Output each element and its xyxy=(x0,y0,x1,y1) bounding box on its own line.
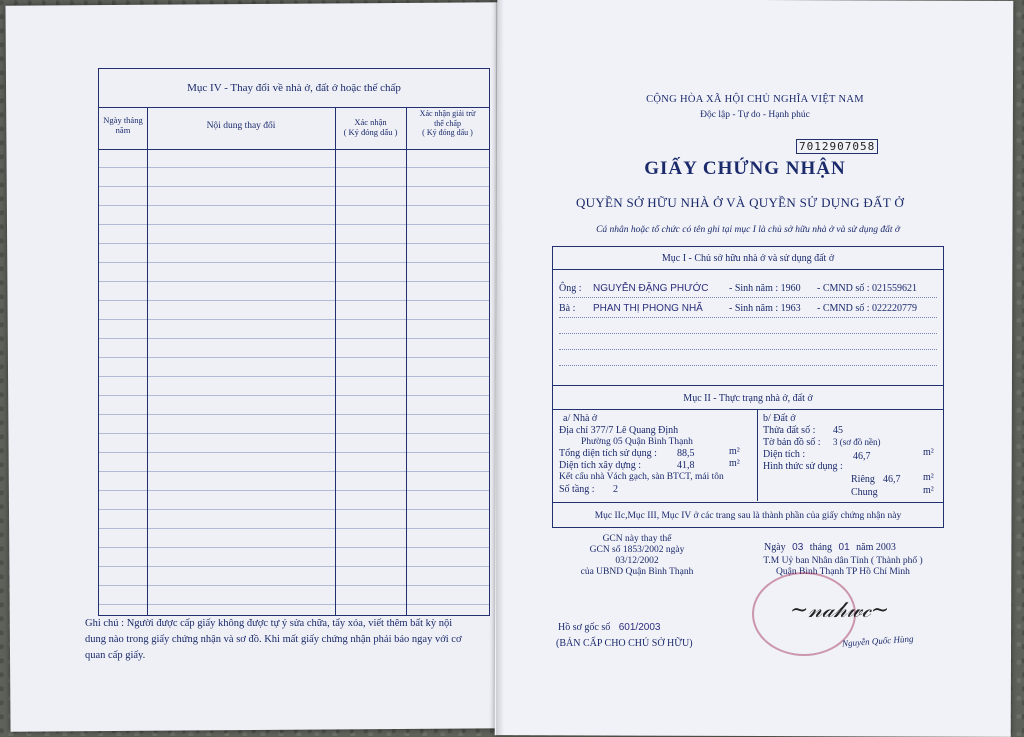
signature: ~𝓃𝒶𝒽𝓌𝒸~ xyxy=(790,598,890,623)
unit-m2: m² xyxy=(729,446,740,457)
motto: Độc lập - Tự do - Hạnh phúc xyxy=(700,110,810,120)
certificate-title: GIẤY CHỨNG NHẬN xyxy=(644,158,846,179)
house-built-area-label: Diện tích xây dựng : xyxy=(559,460,642,471)
owner1-prefix: Ông : xyxy=(559,283,582,294)
land-map-value: 3 (sơ đồ nền) xyxy=(833,437,881,447)
owner1-name: NGUYỄN ĐẶNG PHƯỚC xyxy=(593,283,709,294)
column-divider xyxy=(757,409,758,501)
owner1-birth: - Sinh năm : 1960 xyxy=(729,283,801,294)
owner2-prefix: Bà : xyxy=(559,303,576,314)
divider xyxy=(553,409,943,410)
note-text: Ghi chú : Người được cấp giấy không được tự ý sửa chữa, tẩy xóa, viết thêm bất kỳ nội dung nào trong giấy chứng nhận và sơ đồ. Khi mất giấy chứng nhận phải báo ngay với cơ quan cấp giấy. xyxy=(85,618,462,661)
certificate-subtitle: QUYỀN SỞ HỮU NHÀ Ở VÀ QUYỀN SỬ DỤNG ĐẤT Ở xyxy=(575,195,905,210)
land-private-value: 46,7 xyxy=(883,474,901,485)
authority: T.M Uỷ ban Nhân dân Tỉnh ( Thành phố ) Quận Bình Thạnh TP Hồ Chí Minh xyxy=(763,556,923,577)
land-parcel-label: Thửa đất số : xyxy=(763,425,816,436)
land-use-form: Hình thức sử dụng : xyxy=(763,461,843,472)
nation-heading: CỘNG HÒA XÃ HỘI CHỦ NGHĨA VIỆT NAM xyxy=(646,94,864,105)
intro-text: Cá nhân hoặc tổ chức có tên ghi tại mục I là chủ sở hữu nhà ở và sử dụng đất ở xyxy=(596,225,900,235)
land-parcel-value: 45 xyxy=(833,425,843,436)
land-area-value: 46,7 xyxy=(853,451,871,462)
certificate-box xyxy=(552,246,944,528)
footer-note: Mục IIc,Mục III, Mục IV ở các trang sau là thành phần của giấy chứng nhận này xyxy=(594,511,902,521)
replace-note: GCN này thay thế GCN số 1853/2002 ngày 03/12/2002 của UBND Quận Bình Thạnh xyxy=(580,534,694,577)
issue-date: Ngày 03 tháng 01 năm 2003 xyxy=(764,542,896,553)
copy-for: (BẢN CẤP CHO CHỦ SỞ HỮU) xyxy=(556,638,693,649)
unit-m2: m² xyxy=(923,447,934,458)
owner2-id: - CMND số : 022220779 xyxy=(817,303,918,314)
unit-m2: m² xyxy=(923,472,934,483)
header-release: Xác nhận giải trừ thế chấp ( Ký đóng dấu ) xyxy=(419,109,476,137)
table-ruled-lines xyxy=(99,149,489,615)
owner2-name: PHAN THỊ PHONG NHÃ xyxy=(593,303,703,314)
column-divider xyxy=(335,107,336,615)
section-i-title: Mục I - Chủ sở hữu nhà ở và sử dụng đất ở xyxy=(661,253,835,264)
land-private-label: Riêng xyxy=(851,474,875,485)
header-confirm: Xác nhận ( Ký đóng dấu ) xyxy=(343,117,398,137)
header-content: Nội dung thay đổi xyxy=(206,121,276,131)
house-floors-label: Số tầng : xyxy=(559,484,595,495)
divider xyxy=(553,502,943,503)
land-heading: b/ Đất ở xyxy=(763,413,796,424)
house-ward: Phường 05 Quận Bình Thạnh xyxy=(581,437,693,447)
land-area-label: Diện tích : xyxy=(763,449,806,460)
signer-name: Nguyễn Quốc Hùng xyxy=(841,633,914,649)
dotted-line xyxy=(559,365,937,366)
changes-table xyxy=(98,68,490,616)
file-number: Hồ sơ gốc số 601/2003 xyxy=(558,622,661,633)
divider xyxy=(553,385,943,386)
column-divider xyxy=(406,107,407,615)
divider xyxy=(553,269,943,270)
unit-m2: m² xyxy=(729,458,740,469)
dotted-line xyxy=(559,297,937,298)
house-structure: Kết cấu nhà Vách gạch, sàn BTCT, mái tôn xyxy=(559,472,724,482)
unit-m2: m² xyxy=(923,485,934,496)
land-common-label: Chung xyxy=(851,487,878,498)
house-heading: a/ Nhà ở xyxy=(563,413,598,424)
owner1-id: - CMND số : 021559621 xyxy=(817,283,918,294)
header-date: Ngày tháng năm xyxy=(103,115,143,135)
section-ii-title: Mục II - Thực trạng nhà ở, đất ở xyxy=(683,393,813,404)
page-fold xyxy=(496,0,504,736)
section-iv-title: Mục IV - Thay đổi về nhà ở, đất ở hoặc thế chấp xyxy=(99,69,489,108)
land-map-label: Tờ bản đồ số : xyxy=(763,437,821,448)
dotted-line xyxy=(559,317,937,318)
house-total-area-label: Tổng diện tích sử dụng : xyxy=(559,448,657,459)
dotted-line xyxy=(559,349,937,350)
column-divider xyxy=(147,107,148,615)
house-total-area-value: 88,5 xyxy=(677,448,695,459)
serial-number: 7012907058 xyxy=(796,139,878,154)
owner2-birth: - Sinh năm : 1963 xyxy=(729,303,801,314)
dotted-line xyxy=(559,333,937,334)
house-floors-value: 2 xyxy=(613,484,618,495)
house-address: Địa chỉ 377/7 Lê Quang Định xyxy=(559,425,679,436)
house-built-area-value: 41,8 xyxy=(677,460,695,471)
